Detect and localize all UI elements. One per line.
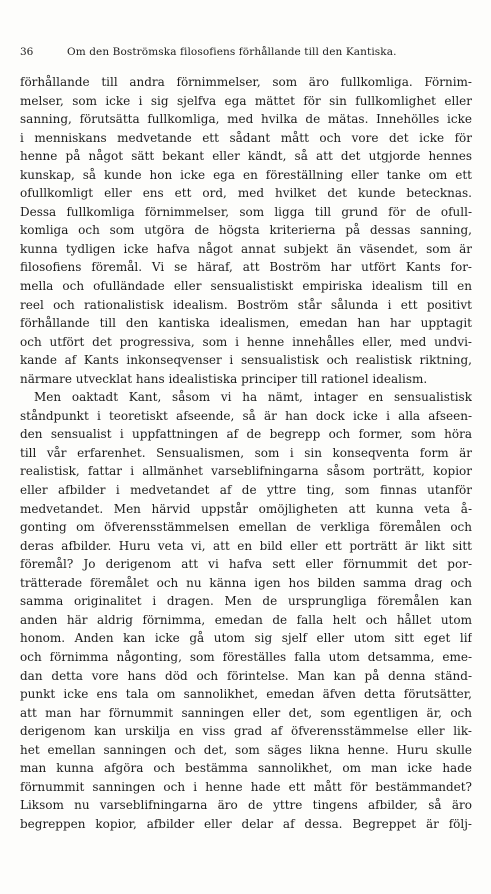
text-line: realistisk, fattar i allmänhet varseblifningarna såsom porträtt, kopior — [20, 464, 472, 479]
text-line: man kunna afgöra och bestämma sannolikhet, om man icke hade — [20, 761, 472, 776]
text-line: den sensualist i uppfattningen af de begrepp och former, som höra — [20, 427, 472, 442]
text-line: Liksom nu varseblifningarna äro de yttre tingens afbilder, så äro — [20, 798, 472, 813]
text-line: dan detta vore hans död och förintelse. Man kan på denna ständ- — [20, 668, 472, 683]
text-line: föremål? Jo derigenom att vi hafva sett eller förnummit det por- — [20, 557, 472, 572]
text-line: trätterade föremålet och nu känna igen hos bilden samma drag och — [20, 575, 472, 590]
page-header — [20, 44, 472, 60]
text-line: komliga och som utgöra de högsta kriterierna på dessas sanning, — [20, 223, 472, 238]
text-line: eller afbilder i medvetandet af de yttre ting, som finnas utanför — [20, 483, 472, 498]
text-line: deras afbilder. Huru veta vi, att en bild eller ett porträtt är likt sitt — [20, 538, 472, 553]
running-title: Om den Boströmska filosofiens förhållande till den Kantiska. — [67, 46, 397, 58]
text-line: henne på något sätt bekant eller kändt, så att det utgjorde hennes — [20, 149, 472, 164]
text-line: sanning, förutsätta fullkomliga, med hvilka de mätas. Innehölles icke — [20, 112, 472, 127]
text-line: het emellan sanningen och det, som säges likna henne. Huru skulle — [20, 742, 472, 757]
text-line: förnummit sanningen och i henne hade ett mått för bestämmandet? — [20, 779, 472, 794]
text-line: ofullkomligt eller ens ett ord, med hvilket det kunde betecknas. — [20, 186, 472, 201]
text-line: förhållande till den kantiska idealismen, emedan han har upptagit — [20, 316, 472, 331]
text-line: medvetandet. Men härvid uppstår omöjligheten att kunna veta å- — [20, 501, 472, 516]
text-line: närmare utvecklat hans idealistiska principer till rationel idealism. — [20, 371, 428, 386]
text-line: anden här aldrig förnimma, emedan de falla helt och hållet utom — [20, 612, 472, 627]
text-line: Men oaktadt Kant, såsom vi ha nämt, intager en sensualistisk — [34, 390, 472, 405]
text-line: mella och ofulländade eller sensualistiskt empiriska idealism till en — [20, 279, 472, 294]
text-line: och utfört det progressiva, som i henne innehålles eller, med undvi- — [20, 334, 472, 349]
text-line: och förnimma någonting, som föreställes falla utom detsamma, eme- — [20, 649, 472, 664]
text-line: begreppen kopior, afbilder eller delar af dessa. Begreppet är följ- — [20, 816, 472, 831]
text-line: Dessa fullkomliga förnimmelser, som ligga till grund för de ofull- — [20, 204, 472, 219]
text-line: i menniskans medvetande ett sådant mått och vore det icke för — [20, 130, 472, 145]
body-text — [20, 73, 472, 833]
text-line: honom. Anden kan icke gå utom sig sjelf eller utom sitt eget lif — [20, 631, 472, 646]
text-line: punkt icke ens tala om sannolikhet, emedan äfven detta förutsätter, — [20, 687, 472, 702]
text-line: filosofiens föremål. Vi se häraf, att Boström har utfört Kants for- — [20, 260, 472, 275]
text-line: kande af Kants inkonseqvenser i sensualistisk och realistisk riktning, — [20, 353, 472, 368]
text-line: melser, som icke i sig sjelfva ega mättet för sin fullkomlighet eller — [20, 93, 472, 108]
text-line: gonting om öfverensstämmelsen emellan de verkliga föremålen och — [20, 520, 472, 535]
text-line: kunskap, så kunde hon icke ega en föreställning eller tanke om ett — [20, 167, 472, 182]
text-line: reel och rationalistisk idealism. Boström står sålunda i ett positivt — [20, 297, 472, 312]
text-line: till vår erfarenhet. Sensualismen, som i sin konseqventa form är — [20, 445, 472, 460]
text-line: förhållande till andra förnimmelser, som äro fullkomliga. Förnim- — [20, 75, 472, 89]
text-line: kunna tydligen icke hafva något annat subjekt än väsendet, som är — [20, 241, 472, 256]
text-line: ståndpunkt i teoretiskt afseende, så är han dock icke i alla afseen- — [20, 408, 472, 423]
text-line: att man har förnummit sanningen eller det, som egentligen är, och — [20, 705, 472, 720]
page-number: 36 — [20, 46, 34, 58]
text-line: samma originalitet i dragen. Men de ursprungliga föremålen kan — [20, 594, 472, 609]
text-line: derigenom kan urskilja en viss grad af öfverensstämmelse eller lik- — [20, 724, 472, 739]
